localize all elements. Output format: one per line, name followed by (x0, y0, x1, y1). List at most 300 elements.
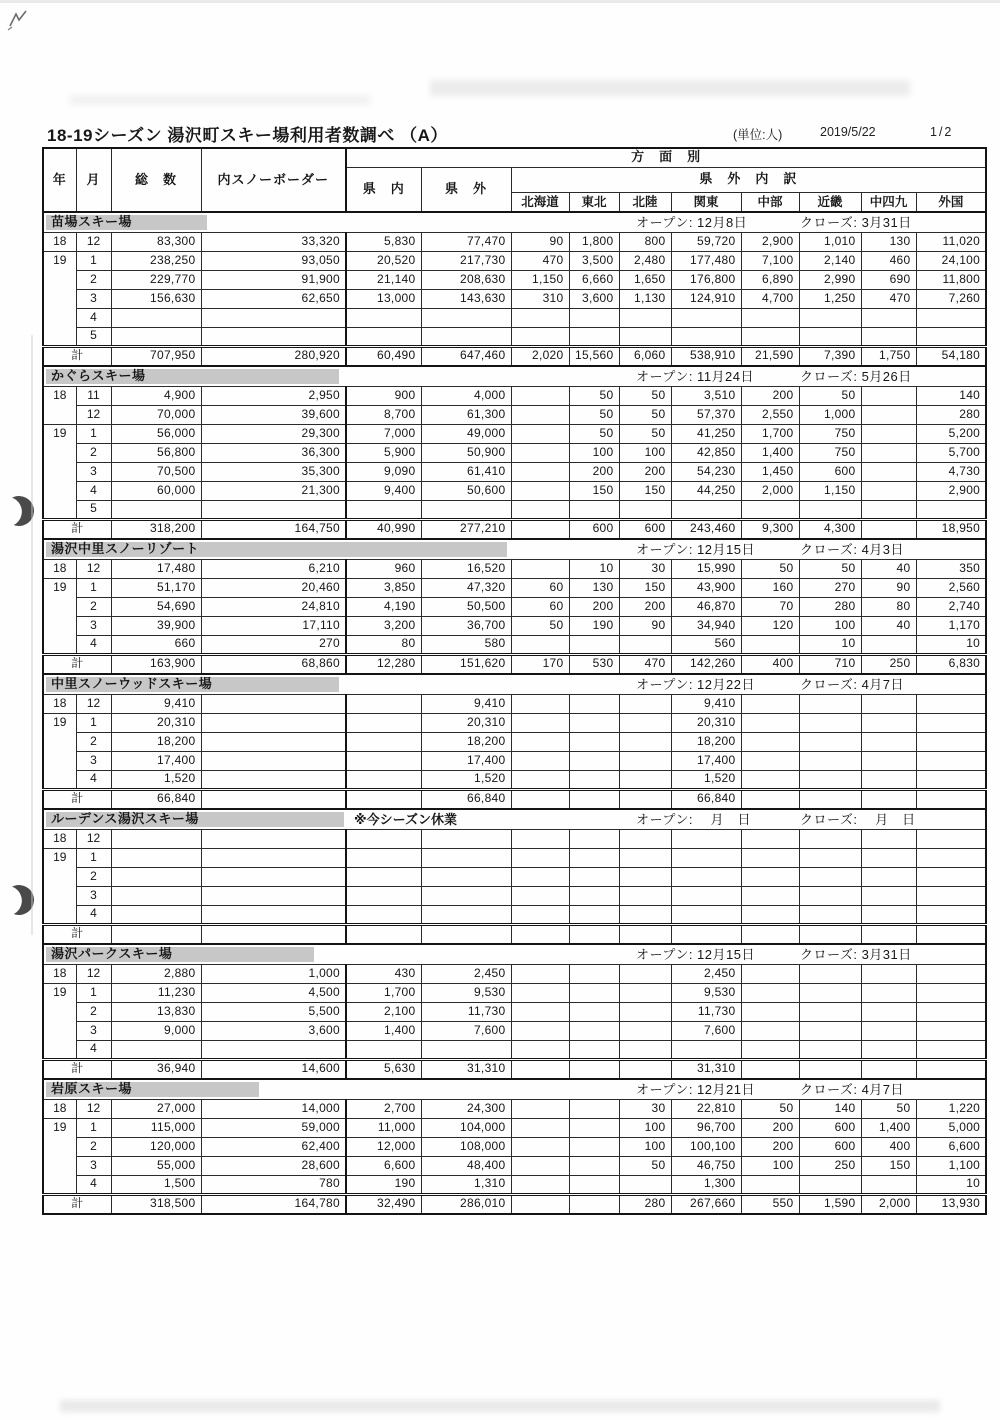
data-cell (511, 964, 569, 983)
data-cell: 100 (619, 1137, 671, 1156)
month-cell: 12 (76, 232, 111, 251)
section-header-cell (43, 1079, 986, 1099)
month-cell: 12 (76, 694, 111, 713)
total-cell (861, 519, 916, 539)
data-cell: 16,520 (421, 559, 511, 578)
total-cell (861, 789, 916, 809)
month-cell: 2 (76, 443, 111, 462)
data-row (43, 308, 986, 327)
month-cell: 2 (76, 270, 111, 289)
data-cell: 580 (421, 635, 511, 654)
data-cell: 50 (861, 1099, 916, 1118)
data-cell (799, 848, 861, 867)
data-cell: 17,400 (111, 751, 201, 770)
data-cell: 3,850 (346, 578, 421, 597)
data-cell: 3,510 (671, 386, 741, 405)
region-header-hokkaido: 北海道 (511, 192, 569, 212)
month-cell: 3 (76, 616, 111, 635)
data-cell: 13,830 (111, 1002, 201, 1021)
data-cell (619, 327, 671, 346)
total-cell: 164,750 (201, 519, 346, 539)
open-date: オープン: 月 日 (636, 812, 752, 827)
year-cell: 19 (43, 424, 76, 519)
data-cell: 9,400 (346, 481, 421, 500)
data-cell (111, 308, 201, 327)
close-date: クローズ: 4月7日 (800, 677, 905, 692)
data-cell (511, 1156, 569, 1175)
data-cell: 2,900 (916, 481, 986, 500)
data-cell: 47,320 (421, 578, 511, 597)
data-row (43, 386, 986, 405)
data-cell: 21,300 (201, 481, 346, 500)
data-cell (346, 829, 421, 848)
data-row (43, 905, 986, 924)
data-cell: 17,400 (421, 751, 511, 770)
data-cell: 1,400 (861, 1118, 916, 1137)
total-cell (201, 789, 346, 809)
section-header-row (43, 674, 986, 694)
col-header-out-pref: 県 外 (421, 167, 511, 212)
month-cell: 2 (76, 867, 111, 886)
data-cell: 10 (916, 1175, 986, 1194)
data-cell: 56,000 (111, 424, 201, 443)
total-cell (511, 1059, 569, 1079)
total-cell (861, 1059, 916, 1079)
data-cell: 59,720 (671, 232, 741, 251)
data-cell: 100,100 (671, 1137, 741, 1156)
data-cell (861, 443, 916, 462)
data-cell (201, 848, 346, 867)
data-cell: 140 (799, 1099, 861, 1118)
data-cell: 120,000 (111, 1137, 201, 1156)
data-cell: 3,600 (201, 1021, 346, 1040)
data-cell: 1,800 (569, 232, 619, 251)
month-cell: 2 (76, 732, 111, 751)
data-cell: 77,470 (421, 232, 511, 251)
data-cell: 11,020 (916, 232, 986, 251)
data-row (43, 867, 986, 886)
month-cell: 2 (76, 597, 111, 616)
data-cell (421, 829, 511, 848)
total-cell: 68,860 (201, 654, 346, 674)
total-cell: 280 (619, 1194, 671, 1214)
data-cell (799, 751, 861, 770)
data-cell: 20,520 (346, 251, 421, 270)
data-cell: 4,730 (916, 462, 986, 481)
data-cell: 350 (916, 559, 986, 578)
month-cell: 3 (76, 886, 111, 905)
data-cell (421, 886, 511, 905)
data-cell: 780 (201, 1175, 346, 1194)
total-cell (741, 924, 799, 944)
month-cell: 4 (76, 770, 111, 789)
data-cell (916, 1021, 986, 1040)
data-cell (569, 751, 619, 770)
data-cell: 11,230 (111, 983, 201, 1002)
data-cell (511, 405, 569, 424)
data-cell (916, 1040, 986, 1059)
data-row (43, 289, 986, 308)
total-cell (799, 789, 861, 809)
usage-table (42, 147, 987, 1215)
data-cell: 18,200 (111, 732, 201, 751)
data-cell: 600 (799, 462, 861, 481)
data-row (43, 829, 986, 848)
total-row (43, 1059, 986, 1079)
data-cell: 54,690 (111, 597, 201, 616)
data-cell (671, 848, 741, 867)
total-cell: 243,460 (671, 519, 741, 539)
month-cell: 4 (76, 308, 111, 327)
total-cell: 550 (741, 1194, 799, 1214)
data-cell (346, 867, 421, 886)
data-cell (741, 867, 799, 886)
close-date: クローズ: 3月31日 (800, 947, 912, 962)
data-cell (799, 308, 861, 327)
data-cell: 11,000 (346, 1118, 421, 1137)
data-cell (619, 964, 671, 983)
total-cell: 710 (799, 654, 861, 674)
data-cell (799, 964, 861, 983)
data-cell (569, 964, 619, 983)
data-cell: 3,500 (569, 251, 619, 270)
data-cell: 1,520 (111, 770, 201, 789)
total-cell: 151,620 (421, 654, 511, 674)
season-closed-note: ※今シーズン休業 (354, 812, 457, 827)
section-header-row (43, 809, 986, 829)
data-cell: 46,750 (671, 1156, 741, 1175)
data-row (43, 1040, 986, 1059)
data-cell (569, 1002, 619, 1021)
data-cell: 250 (799, 1156, 861, 1175)
data-cell: 5,900 (346, 443, 421, 462)
total-cell: 5,630 (346, 1059, 421, 1079)
data-cell (346, 732, 421, 751)
data-cell (619, 905, 671, 924)
data-cell (511, 694, 569, 713)
data-cell (861, 386, 916, 405)
data-cell (799, 1040, 861, 1059)
data-cell: 29,300 (201, 424, 346, 443)
data-cell (201, 732, 346, 751)
data-cell: 100 (741, 1156, 799, 1175)
scan-edge-shadow (0, 0, 1000, 3)
data-cell (861, 462, 916, 481)
data-cell: 140 (916, 386, 986, 405)
data-row (43, 694, 986, 713)
data-cell: 470 (511, 251, 569, 270)
data-cell: 50 (569, 424, 619, 443)
total-cell: 530 (569, 654, 619, 674)
data-cell (861, 405, 916, 424)
data-cell (861, 308, 916, 327)
data-cell: 43,900 (671, 578, 741, 597)
data-cell (861, 1040, 916, 1059)
month-cell: 3 (76, 1021, 111, 1040)
data-cell: 6,600 (346, 1156, 421, 1175)
total-cell (346, 789, 421, 809)
data-cell: 2,450 (671, 964, 741, 983)
data-cell (201, 829, 346, 848)
data-cell: 9,410 (671, 694, 741, 713)
data-cell: 93,050 (201, 251, 346, 270)
data-row (43, 964, 986, 983)
data-row (43, 732, 986, 751)
data-cell (111, 848, 201, 867)
scan-streak (31, 335, 33, 935)
data-cell: 12,000 (346, 1137, 421, 1156)
data-cell: 1,700 (741, 424, 799, 443)
data-cell (569, 1156, 619, 1175)
data-cell (569, 1040, 619, 1059)
data-cell: 50 (619, 405, 671, 424)
pen-scribble-mark (6, 6, 40, 32)
total-cell: 54,180 (916, 346, 986, 366)
section-header-row (43, 944, 986, 964)
data-cell (619, 751, 671, 770)
data-row (43, 424, 986, 443)
col-header-direction: 方 面 別 (346, 148, 986, 167)
data-cell: 15,990 (671, 559, 741, 578)
data-cell: 54,230 (671, 462, 741, 481)
data-cell (916, 751, 986, 770)
year-cell: 18 (43, 829, 76, 848)
data-cell: 600 (799, 1118, 861, 1137)
data-cell (916, 732, 986, 751)
data-cell (111, 327, 201, 346)
data-cell (569, 848, 619, 867)
data-cell (511, 848, 569, 867)
data-cell (569, 983, 619, 1002)
data-cell: 100 (799, 616, 861, 635)
data-cell (916, 848, 986, 867)
data-cell (569, 886, 619, 905)
section-header-cell (43, 539, 986, 559)
data-cell: 57,370 (671, 405, 741, 424)
data-cell: 6,210 (201, 559, 346, 578)
data-row (43, 848, 986, 867)
data-cell: 14,000 (201, 1099, 346, 1118)
data-cell: 42,850 (671, 443, 741, 462)
data-cell: 1,520 (671, 770, 741, 789)
data-cell: 104,000 (421, 1118, 511, 1137)
data-cell (569, 1118, 619, 1137)
total-row (43, 1194, 986, 1214)
data-cell: 190 (346, 1175, 421, 1194)
data-cell (741, 327, 799, 346)
data-cell (511, 1021, 569, 1040)
data-cell: 4,700 (741, 289, 799, 308)
data-cell: 229,770 (111, 270, 201, 289)
data-cell: 2,550 (741, 405, 799, 424)
data-cell: 2,990 (799, 270, 861, 289)
data-cell (569, 308, 619, 327)
total-cell: 1,750 (861, 346, 916, 366)
data-cell (799, 694, 861, 713)
year-cell: 18 (43, 1099, 76, 1118)
data-cell (569, 694, 619, 713)
data-cell (511, 443, 569, 462)
data-cell (511, 1175, 569, 1194)
data-cell: 35,300 (201, 462, 346, 481)
data-cell (671, 886, 741, 905)
data-cell: 156,630 (111, 289, 201, 308)
data-cell (201, 308, 346, 327)
data-cell (346, 500, 421, 519)
data-cell: 6,660 (569, 270, 619, 289)
data-cell: 4,900 (111, 386, 201, 405)
total-cell (799, 1059, 861, 1079)
data-cell: 1,300 (671, 1175, 741, 1194)
region-header-kanto: 関東 (671, 192, 741, 212)
data-cell (861, 424, 916, 443)
data-row (43, 578, 986, 597)
data-cell (569, 829, 619, 848)
data-cell (671, 308, 741, 327)
data-cell: 2,880 (111, 964, 201, 983)
data-cell (916, 905, 986, 924)
data-cell: 238,250 (111, 251, 201, 270)
data-cell: 24,300 (421, 1099, 511, 1118)
data-cell: 90 (511, 232, 569, 251)
data-row (43, 983, 986, 1002)
data-cell (619, 713, 671, 732)
total-cell (511, 1194, 569, 1214)
open-date: オープン: 12月21日 (636, 1082, 755, 1097)
data-cell: 11,730 (421, 1002, 511, 1021)
total-cell: 647,460 (421, 346, 511, 366)
col-header-snowboarder: 内スノーボーダー (201, 148, 346, 212)
section-header-row (43, 212, 986, 232)
month-cell: 1 (76, 848, 111, 867)
total-cell: 318,200 (111, 519, 201, 539)
data-cell (861, 829, 916, 848)
data-cell (916, 867, 986, 886)
data-cell (511, 424, 569, 443)
data-cell: 200 (569, 462, 619, 481)
data-cell: 270 (201, 635, 346, 654)
data-cell (861, 481, 916, 500)
data-cell (511, 327, 569, 346)
data-cell: 310 (511, 289, 569, 308)
data-cell: 130 (569, 578, 619, 597)
data-cell (861, 635, 916, 654)
data-cell (671, 905, 741, 924)
total-row (43, 654, 986, 674)
data-cell: 49,000 (421, 424, 511, 443)
data-cell (619, 983, 671, 1002)
section-header-cell (43, 366, 986, 386)
total-cell: 164,780 (201, 1194, 346, 1214)
total-cell: 66,840 (671, 789, 741, 809)
total-cell: 280,920 (201, 346, 346, 366)
month-cell: 1 (76, 1118, 111, 1137)
data-cell: 270 (799, 578, 861, 597)
month-cell: 4 (76, 1040, 111, 1059)
data-cell (619, 1002, 671, 1021)
data-cell: 1,130 (619, 289, 671, 308)
data-cell: 160 (741, 578, 799, 597)
month-cell: 5 (76, 500, 111, 519)
total-cell (511, 924, 569, 944)
data-cell (916, 886, 986, 905)
data-cell (671, 867, 741, 886)
data-cell: 1,150 (799, 481, 861, 500)
data-row (43, 713, 986, 732)
header-row-direction (43, 148, 986, 167)
month-cell: 11 (76, 386, 111, 405)
total-cell (916, 924, 986, 944)
data-cell: 60,000 (111, 481, 201, 500)
total-cell: 18,950 (916, 519, 986, 539)
year-cell: 19 (43, 1118, 76, 1194)
resort-name: かぐらスキー場 (46, 369, 339, 384)
data-cell (799, 1021, 861, 1040)
data-cell: 5,500 (201, 1002, 346, 1021)
data-row (43, 270, 986, 289)
total-row-label: 計 (43, 1194, 111, 1214)
data-cell: 56,800 (111, 443, 201, 462)
month-cell: 2 (76, 1137, 111, 1156)
data-cell (201, 694, 346, 713)
data-cell (741, 635, 799, 654)
data-cell (741, 770, 799, 789)
data-cell: 200 (741, 1118, 799, 1137)
data-cell (799, 770, 861, 789)
data-cell (861, 732, 916, 751)
data-cell: 7,600 (421, 1021, 511, 1040)
year-cell: 19 (43, 848, 76, 924)
data-cell (421, 867, 511, 886)
data-cell: 3,600 (569, 289, 619, 308)
data-cell (916, 713, 986, 732)
data-cell (346, 770, 421, 789)
data-cell: 1,400 (741, 443, 799, 462)
year-cell: 19 (43, 251, 76, 346)
data-cell: 1,150 (511, 270, 569, 289)
data-row (43, 1099, 986, 1118)
total-row (43, 789, 986, 809)
data-cell: 90 (619, 616, 671, 635)
data-cell: 24,810 (201, 597, 346, 616)
total-cell: 286,010 (421, 1194, 511, 1214)
data-cell: 124,910 (671, 289, 741, 308)
data-cell: 130 (861, 232, 916, 251)
data-cell: 150 (861, 1156, 916, 1175)
total-cell: 15,560 (569, 346, 619, 366)
data-cell: 10 (799, 635, 861, 654)
data-cell: 176,800 (671, 270, 741, 289)
data-cell: 1,700 (346, 983, 421, 1002)
data-cell: 2,700 (346, 1099, 421, 1118)
data-row (43, 559, 986, 578)
total-cell: 277,210 (421, 519, 511, 539)
data-cell (569, 327, 619, 346)
total-cell (619, 1059, 671, 1079)
open-date: オープン: 11月24日 (636, 369, 755, 384)
data-row (43, 232, 986, 251)
total-cell: 6,060 (619, 346, 671, 366)
close-date: クローズ: 5月26日 (800, 369, 912, 384)
region-header-chushikyu: 中四九 (861, 192, 916, 212)
data-cell (569, 1175, 619, 1194)
data-cell (511, 386, 569, 405)
data-cell: 18,200 (421, 732, 511, 751)
data-cell: 200 (741, 386, 799, 405)
data-cell: 24,100 (916, 251, 986, 270)
col-header-total: 総 数 (111, 148, 201, 212)
data-cell: 36,300 (201, 443, 346, 462)
